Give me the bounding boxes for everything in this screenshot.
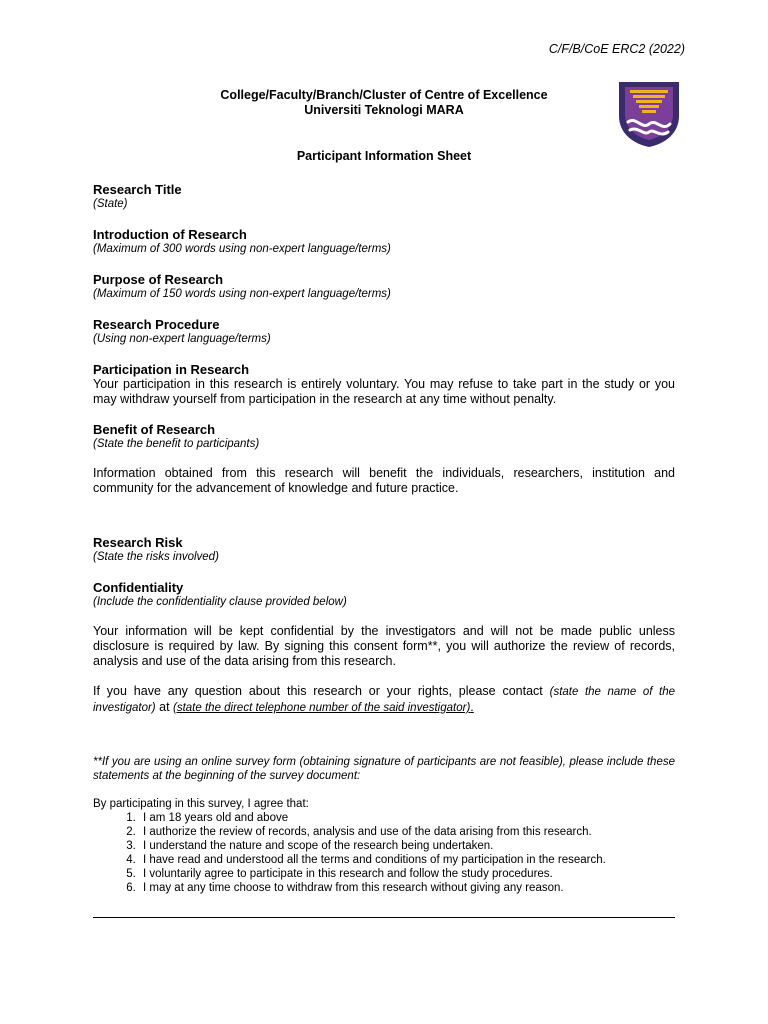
- section-procedure: [93, 317, 675, 347]
- section-instruction: (Include the confidentiality clause provided below): [93, 596, 347, 608]
- section-heading: Benefit of Research: [93, 422, 216, 437]
- survey-intro: By participating in this survey, I agree that:: [93, 798, 309, 810]
- section-research-title: [93, 182, 675, 212]
- list-item: 1. I am 18 years old and above: [139, 811, 675, 825]
- document-code: C/F/B/CoE ERC2 (2022): [548, 42, 685, 56]
- section-paragraph: Your information will be kept confidential by the investigators and will not be made public unless disclosure is required by law. By signing this consent form**, you will authorize the review of records, analysis and use of the data arising from this research.: [93, 624, 675, 668]
- section-heading: Research Title: [93, 182, 182, 197]
- survey-footnote: **If you are using an online survey form (obtaining signature of participants are not feasible), please include these statements at the beginning of the survey document:: [93, 756, 675, 782]
- section-benefit: [93, 422, 675, 496]
- section-instruction: (Using non-expert language/terms): [93, 333, 271, 345]
- list-item: 2. I authorize the review of records, analysis and use of the data arising from this research.: [139, 825, 675, 839]
- institution-line-2: Universiti Teknologi MARA: [304, 103, 464, 117]
- investigator-name-placeholder: (state the name of the investigator): [93, 686, 675, 714]
- section-instruction: (Maximum of 150 words using non-expert language/terms): [93, 288, 391, 300]
- section-heading: Research Procedure: [93, 317, 220, 332]
- contact-period: .: [470, 700, 474, 714]
- contact-text: If you have any question about this research or your rights, please contact: [93, 684, 550, 698]
- section-instruction: (State): [93, 198, 128, 210]
- list-item: 3. I understand the nature and scope of the research being undertaken.: [139, 839, 675, 853]
- document-body: [93, 182, 675, 895]
- section-purpose: [93, 272, 675, 302]
- section-paragraph: Your participation in this research is entirely voluntary. You may refuse to take part in the study or you may withdraw yourself from participation in the research at any time without penalty.: [93, 377, 675, 406]
- section-risk: [93, 535, 675, 565]
- section-paragraph: Information obtained from this research will benefit the individuals, researchers, institution and community for the advancement of knowledge and future practice.: [93, 466, 675, 495]
- section-confidentiality: [93, 580, 675, 669]
- contact-at: at: [155, 700, 174, 714]
- institution-line-1: College/Faculty/Branch/Cluster of Centre of Excellence: [220, 88, 548, 102]
- section-heading: Introduction of Research: [93, 227, 247, 242]
- section-heading: Confidentiality: [93, 580, 184, 595]
- section-heading: Research Risk: [93, 535, 183, 550]
- section-introduction: [93, 227, 675, 257]
- section-instruction: (State the benefit to participants): [93, 438, 260, 450]
- section-instruction: (State the risks involved): [93, 551, 219, 563]
- section-participation: [93, 362, 675, 407]
- horizontal-rule: [93, 917, 675, 918]
- institution-header: [93, 88, 675, 118]
- section-heading: Participation in Research: [93, 362, 250, 377]
- agreement-list: [93, 811, 675, 895]
- list-item: 4. I have read and understood all the terms and conditions of my participation in the research.: [139, 853, 675, 867]
- investigator-phone-placeholder: (state the direct telephone number of the said investigator): [173, 702, 471, 714]
- uitm-crest-icon: [616, 80, 682, 148]
- section-instruction: (Maximum of 300 words using non-expert language/terms): [93, 243, 391, 255]
- section-heading: Purpose of Research: [93, 272, 224, 287]
- sheet-title: Participant Information Sheet: [296, 149, 472, 163]
- list-item: 5. I voluntarily agree to participate in this research and follow the study procedures.: [139, 867, 675, 881]
- list-item: 6. I may at any time choose to withdraw from this research without giving any reason.: [139, 881, 675, 895]
- contact-paragraph: [93, 684, 675, 716]
